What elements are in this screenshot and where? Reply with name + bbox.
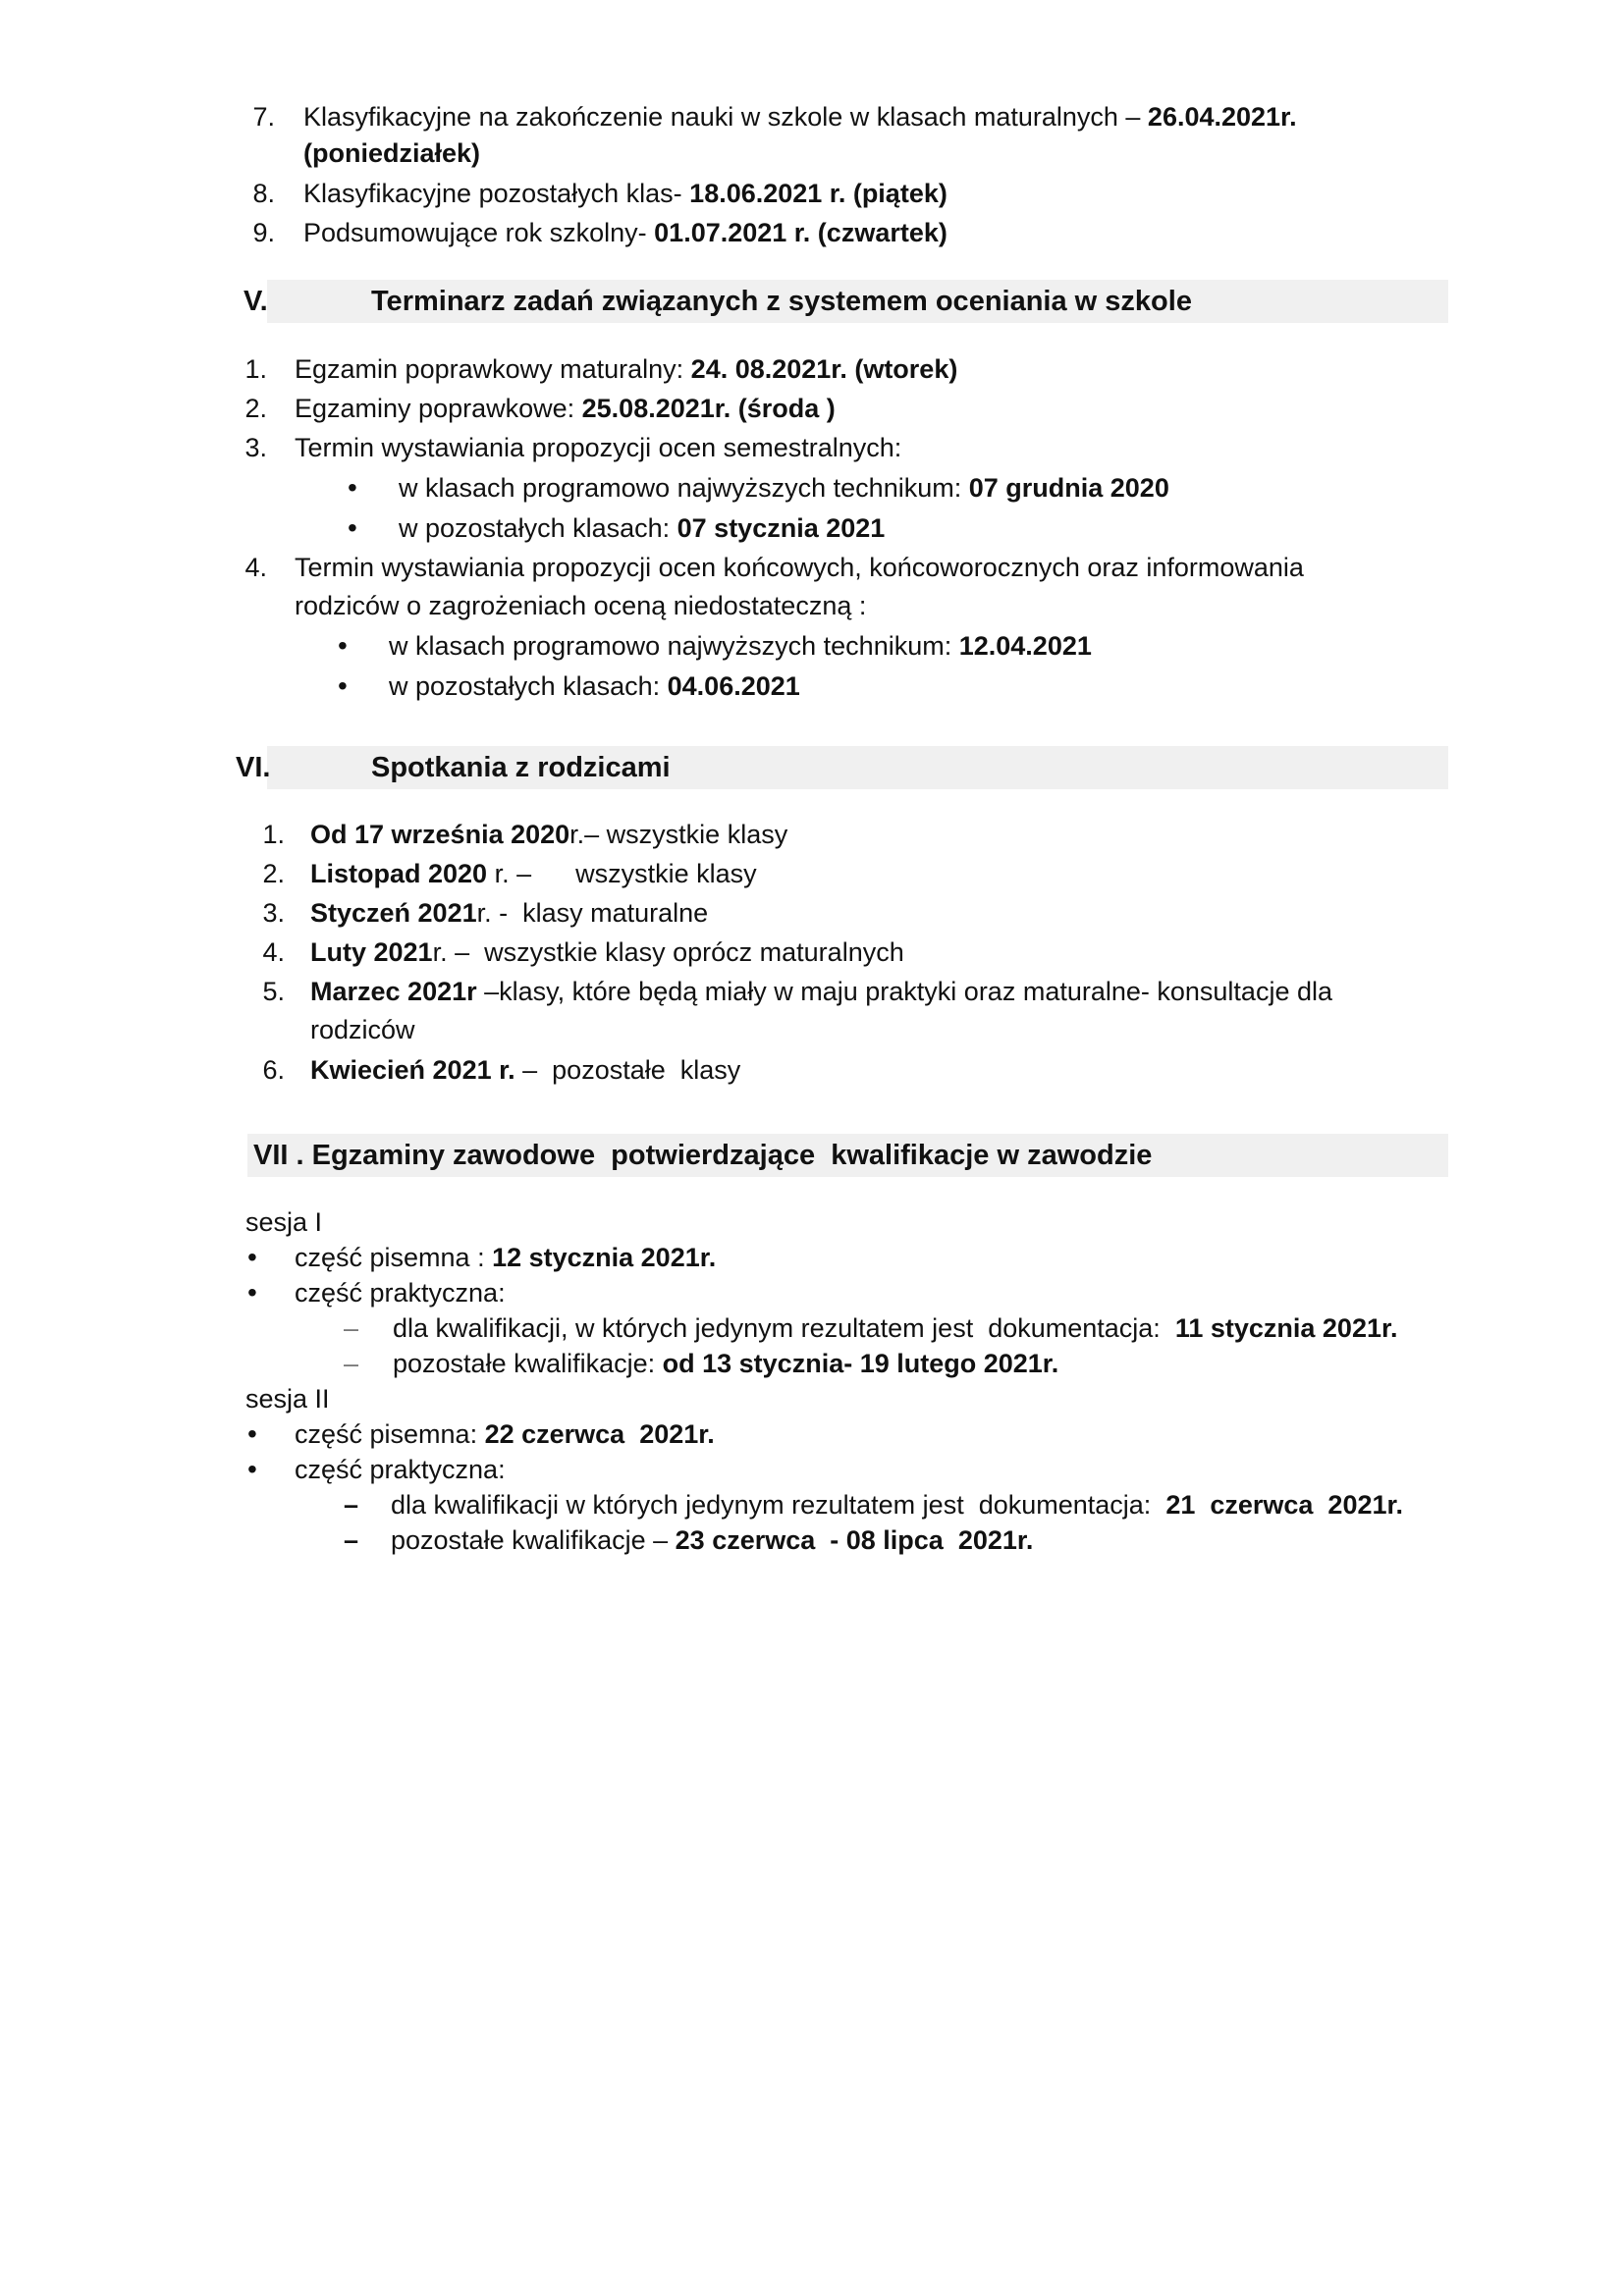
list-item: część praktyczna:: [295, 1278, 506, 1308]
list-item: Egzamin poprawkowy maturalny: 24. 08.2021r. (wtorek): [295, 354, 958, 384]
list-item-continuation: rodziców: [310, 1015, 415, 1044]
dash-icon: –: [344, 1525, 359, 1555]
bullet-icon: •: [247, 1418, 257, 1449]
list-item: Luty 2021r. – wszystkie klasy oprócz maturalnych: [310, 937, 904, 967]
list-number: 2.: [262, 859, 285, 888]
sub-list-item: w klasach programowo najwyższych technikum: 07 grudnia 2020: [399, 473, 1169, 503]
list-number: 4.: [244, 553, 267, 582]
list-item: Termin wystawiania propozycji ocen końcowych, końcoworocznych oraz informowania: [295, 553, 1304, 582]
list-item-continuation: (poniedziałek): [303, 138, 481, 168]
list-number: 9.: [252, 218, 275, 247]
list-item: Styczeń 2021r. - klasy maturalne: [310, 898, 709, 928]
sub-list-item: w pozostałych klasach: 07 stycznia 2021: [399, 513, 886, 543]
section-number: VI.: [236, 752, 271, 783]
sub-list-item: dla kwalifikacji w których jedynym rezultatem jest dokumentacja: 21 czerwca 2021r.: [391, 1490, 1404, 1520]
list-item: Klasyfikacyjne pozostałych klas- 18.06.2021 r. (piątek): [303, 179, 947, 208]
sub-list-item: w pozostałych klasach: 04.06.2021: [389, 671, 800, 701]
section-number: V.: [244, 286, 268, 317]
list-number: 4.: [262, 937, 285, 967]
list-number: 7.: [252, 102, 275, 132]
list-item: Od 17 września 2020r.– wszystkie klasy: [310, 820, 788, 849]
dash-icon: –: [344, 1313, 359, 1343]
list-item: Marzec 2021r –klasy, które będą miały w maju praktyki oraz maturalne- konsultacje dla: [310, 977, 1332, 1006]
sub-list-item: pozostałe kwalifikacje – 23 czerwca - 08 lipca 2021r.: [391, 1525, 1034, 1555]
session-label: sesja I: [245, 1207, 323, 1237]
list-item: część praktyczna:: [295, 1455, 506, 1484]
dash-icon: –: [344, 1349, 359, 1378]
list-item: Termin wystawiania propozycji ocen semestralnych:: [295, 433, 902, 462]
dash-icon: –: [344, 1490, 359, 1520]
list-item-continuation: rodziców o zagrożeniach oceną niedostateczną :: [295, 591, 867, 620]
list-number: 6.: [262, 1055, 285, 1085]
bullet-icon: •: [247, 1277, 257, 1308]
bullet-icon: •: [348, 512, 357, 543]
bullet-icon: •: [247, 1454, 257, 1484]
bullet-icon: •: [348, 472, 357, 503]
section-title: Terminarz zadań związanych z systemem oceniania w szkole: [371, 286, 1192, 317]
sub-list-item: pozostałe kwalifikacje: od 13 stycznia- 19 lutego 2021r.: [393, 1349, 1059, 1378]
list-number: 1.: [262, 820, 285, 849]
list-item: Listopad 2020 r. – wszystkie klasy: [310, 859, 757, 888]
bullet-icon: •: [338, 630, 348, 661]
bullet-icon: •: [338, 670, 348, 701]
sub-list-item: dla kwalifikacji, w których jedynym rezultatem jest dokumentacja: 11 stycznia 2021r.: [393, 1313, 1398, 1343]
list-item: Klasyfikacyjne na zakończenie nauki w szkole w klasach maturalnych – 26.04.2021r.: [303, 102, 1297, 132]
list-number: 8.: [252, 179, 275, 208]
bullet-icon: •: [247, 1242, 257, 1272]
list-item: Podsumowujące rok szkolny- 01.07.2021 r. (czwartek): [303, 218, 947, 247]
section-title: VII . Egzaminy zawodowe potwierdzające kwalifikacje w zawodzie: [253, 1140, 1153, 1171]
list-item: Kwiecień 2021 r. – pozostałe klasy: [310, 1055, 741, 1085]
list-number: 2.: [244, 394, 267, 423]
list-number: 3.: [262, 898, 285, 928]
sub-list-item: w klasach programowo najwyższych technikum: 12.04.2021: [389, 631, 1092, 661]
list-item: część pisemna: 22 czerwca 2021r.: [295, 1419, 715, 1449]
list-item: część pisemna : 12 stycznia 2021r.: [295, 1243, 717, 1272]
list-number: 3.: [244, 433, 267, 462]
list-number: 1.: [244, 354, 267, 384]
list-item: Egzaminy poprawkowe: 25.08.2021r. (środa ): [295, 394, 836, 423]
session-label: sesja II: [245, 1384, 330, 1414]
list-number: 5.: [262, 977, 285, 1006]
section-title: Spotkania z rodzicami: [371, 752, 671, 783]
